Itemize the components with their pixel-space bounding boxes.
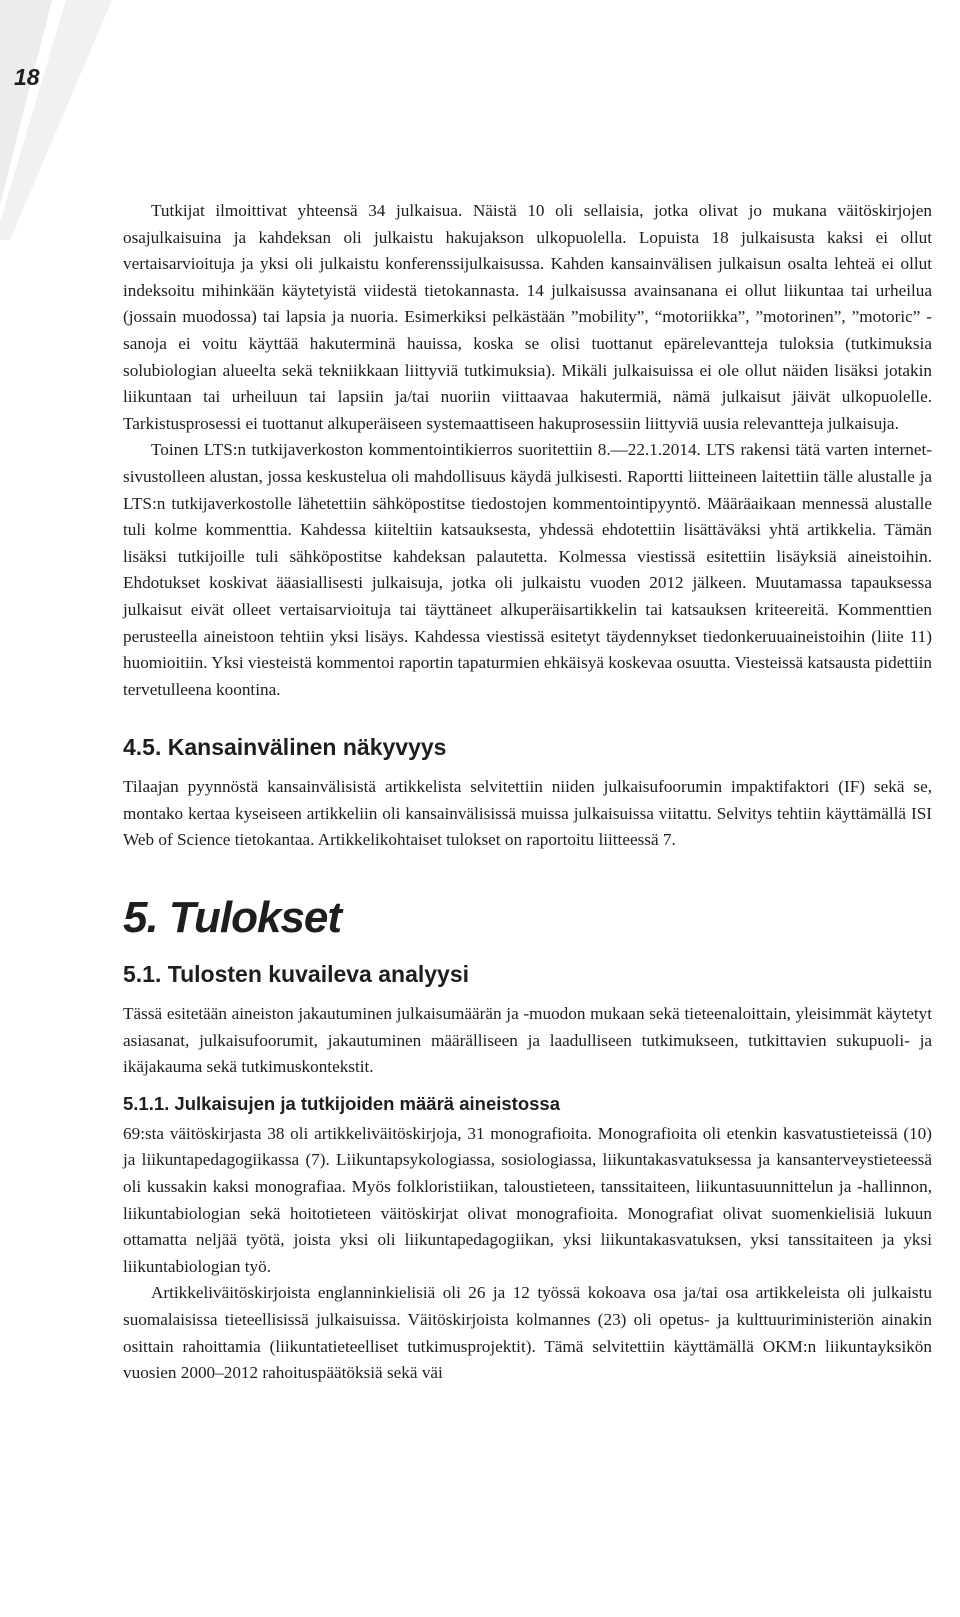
paragraph-verification: Tutkijat ilmoittivat yhteensä 34 julkaisua. Näistä 10 oli sellaisia, jotka olivat jo mukana väitöskirjojen osajulkaisuina ja kahdeksan oli julkaistu hakujakson ulkopuolella. Lopuista 18 julkaisusta kaksi ei ollut vertaisarvioituja ja yksi oli julkaistu konferenssijulkaisussa. Kahden kansainvälisen julkaisun osalta lehteä ei ollut indeksoitu mihinkään käytetyistä viidestä tietokannasta. 14 julkaisussa avainsanana ei ollut liikuntaa tai urheilua (jossain muodossa) tai lapsia ja nuoria. Esimerkiksi pelkästään ”mobility”, “motoriikka”, ”motorinen”, ”motoric” -sanoja ei voitu käyttää hakuterminä hauissa, koska se olisi tuottanut epärelevantteja tuloksia (tutkimuksia solubiologian alueelta sekä tekniikkaan liittyviä tutkimuksia). Mikäli julkaisuissa ei ole ollut näiden lisäksi jotakin liikuntaan tai urheiluun tai lapsiin ja/tai nuoriin viittaavaa hakutermiä, nämä julkaisut jäivät ulkopuolelle. Tarkistusprosessi ei tuottanut alkuperäiseen systemaattiseen hakuprosessiin liittyviä uusia relevantteja julkaisuja. bbox=[123, 201, 932, 433]
section-heading-5-1: 5.1. Tulosten kuvaileva analyysi bbox=[123, 961, 470, 988]
paragraph-article-dissertations: Artikkeliväitöskirjoista englanninkielisiä oli 26 ja 12 työssä kokoava osa ja/tai osa artikkeleista oli julkaistu suomalaisissa tieteellisissä julkaisuissa. Väitöskirjoista kolmannes (23) oli opetus- ja kulttuuriministeriön ainakin osittain rahoittamia (liikuntatieteelliset tutkimusprojektit). Tämä selvitettiin käyttämällä OKM:n liikuntayksikön vuosien 2000–2012 rahoituspäätöksiä sekä väi bbox=[123, 1283, 932, 1383]
section-heading-4-5: 4.5. Kansainvälinen näkyvyys bbox=[123, 734, 447, 761]
corner-stripes-decoration bbox=[0, 0, 140, 240]
paragraph-descriptive-analysis: Tässä esitetään aineiston jakautuminen julkaisumäärän ja -muodon mukaan sekä tieteenaloittain, yleisimmät käytetyt asiasanat, julkaisufoorumit, jakautuminen määrälliseen ja laadulliseen tutkimukseen, tutkittavien sukupuoli- ja ikäjakauma sekä tutkimuskontekstit. bbox=[123, 1004, 932, 1077]
page-content bbox=[123, 198, 932, 1387]
paragraph-commenting-round: Toinen LTS:n tutkijaverkoston kommentointikierros suoritettiin 8.—22.1.2014. LTS rakensi tätä varten internet-sivustolleen alustan, jossa keskustelua oli mahdollisuus käydä julkisesti. Raportti liitteineen laitettiin tälle alustalle ja LTS:n tutkijaverkostolle lähetettiin sähköpostitse tiedostojen kommentointipyyntö. Määräaikaan mennessä alustalle tuli kolme kommenttia. Kahdessa kiiteltiin katsauksesta, yhdessä ehdotettiin lisättäväksi yhtä artikkelia. Tämän lisäksi tutkijoille tuli sähköpostitse kahdeksan palautetta. Kolmessa viestissä esitettiin lisäyksiä aineistoihin. Ehdotukset koskivat ääasiallisesti julkaisuja, jotka oli julkaistu vuoden 2012 jälkeen. Muutamassa tapauksessa julkaisut eivät olleet vertaisarvioituja tai täyttäneet alkuperäisartikkelin tai katsauksen kriteereitä. Kommenttien perusteella aineistoon tehtiin yksi lisäys. Kahdessa viestissä esitetyt täydennykset tiedonkeruuaineistoihin (liite 11) huomioitiin. Yksi viesteistä kommentoi raportin tapaturmien ehkäisyä koskevaa osuutta. Viesteissä katsausta pidettiin tervetulleena koontina. bbox=[123, 440, 933, 699]
paragraph-dissertations-count: 69:sta väitöskirjasta 38 oli artikkeliväitöskirjoja, 31 monografioita. Monografioita oli etenkin kasvatustieteissä (10) ja liikuntapedagogiikassa (7). Liikuntapsykologiassa, sosiologiassa, liikuntakasvatuksessa ja kansanterveystieteessä oli kussakin kaksi monografiaa. Myös folkloristiikan, taloustieteen, tanssitaiteen, liikuntasuunnittelun ja -hallinnon, liikuntabiologian sekä hoitotieteen väitöskirjat olivat monografioita. Monografiat olivat suomenkielisiä lukuun ottamatta neljää työtä, joista yksi oli liikuntapedagogiikan, yksi liikuntakasvatuksen, yksi tanssitaiteen ja yksi liikuntabiologian työ. bbox=[123, 1123, 932, 1276]
paragraph-international-visibility: Tilaajan pyynnöstä kansainvälisistä artikkelista selvitettiin niiden julkaisufoorumin impaktifaktori (IF) sekä se, montako kertaa kyseiseen artikkeliin oli kansainvälisissä muissa julkaisuissa viitattu. Selvitys tehtiin käyttämällä ISI Web of Science tietokantaa. Artikkelikohtaiset tulokset on raportoitu liitteessä 7. bbox=[123, 777, 932, 850]
chapter-heading-5: 5. Tulokset bbox=[123, 893, 342, 943]
page-number: 18 bbox=[14, 64, 40, 90]
subsection-heading-5-1-1: 5.1.1. Julkaisujen ja tutkijoiden määrä aineistossa bbox=[123, 1092, 560, 1114]
